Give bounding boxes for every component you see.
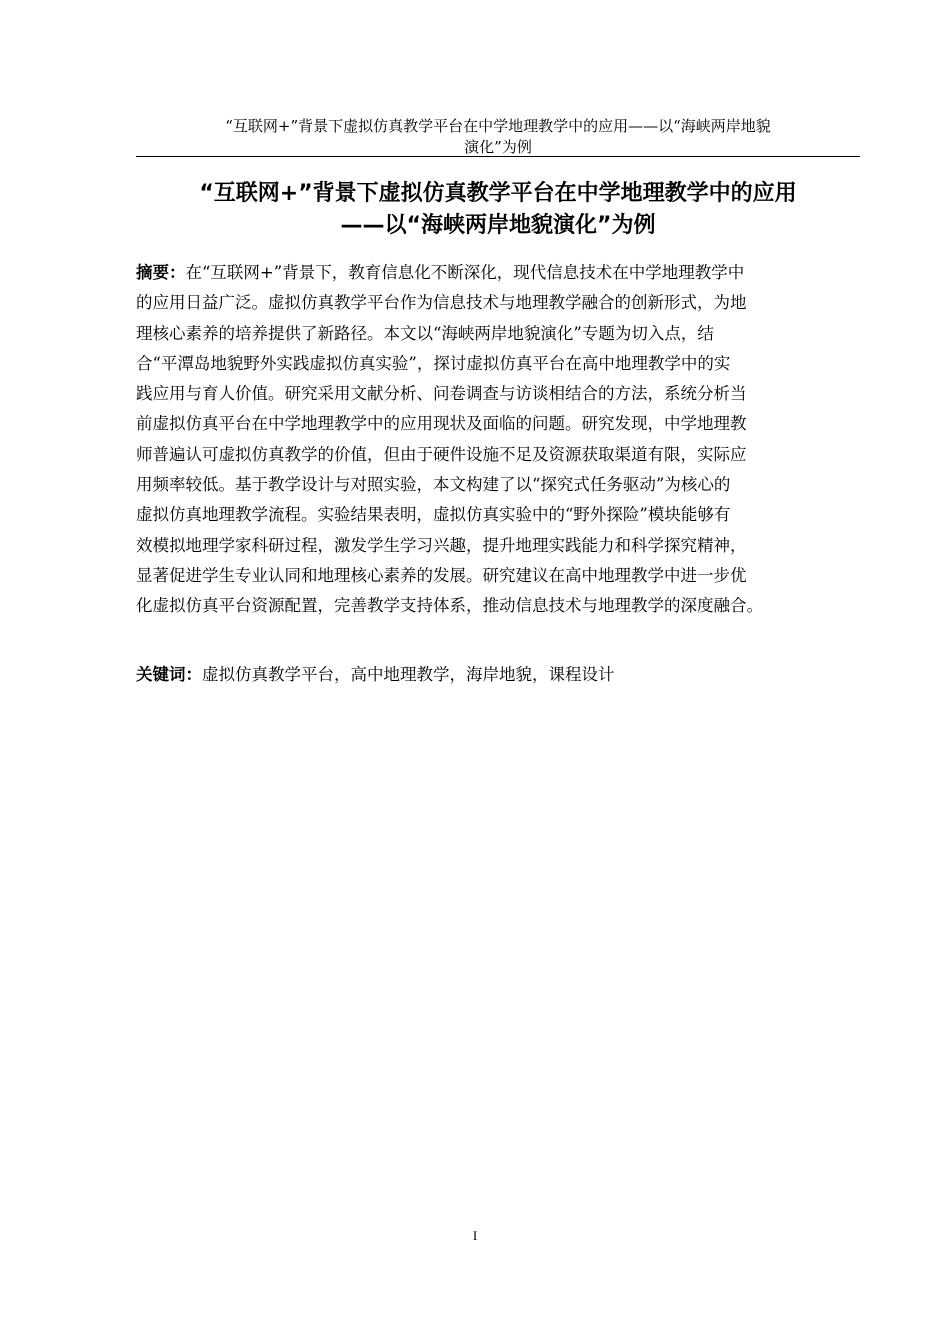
- abstract-line: 的应用日益广泛。虚拟仿真教学平台作为信息技术与地理教学融合的创新形式，为地: [136, 293, 747, 313]
- running-header-line-1: “互联网+”背景下虚拟仿真教学平台在中学地理教学中的应用——以“海峡两岸地貌: [225, 117, 771, 135]
- paper-title: [136, 178, 860, 242]
- abstract-line: 师普遍认可虚拟仿真教学的价值，但由于硬件设施不足及资源获取渠道有限，实际应: [136, 444, 747, 464]
- page-number: I: [472, 1228, 478, 1243]
- abstract-label: 摘要：: [136, 263, 186, 282]
- abstract-line: 前虚拟仿真平台在中学地理教学中的应用现状及面临的问题。研究发现，中学地理教: [136, 414, 747, 434]
- abstract-line: 合“平潭岛地貌野外实践虚拟仿真实验”，探讨虚拟仿真平台在高中地理教学中的实: [136, 353, 731, 373]
- abstract-line: 显著促进学生专业认同和地理核心素养的发展。研究建议在高中地理教学中进一步优: [136, 565, 747, 585]
- abstract-line: 效模拟地理学家科研过程，激发学生学习兴趣，提升地理实践能力和科学探究精神，: [136, 535, 747, 555]
- paper-title-line-1: “互联网+”背景下虚拟仿真教学平台在中学地理教学中的应用: [199, 181, 797, 206]
- keywords-text: 虚拟仿真教学平台，高中地理教学，海岸地貌，课程设计: [202, 665, 615, 684]
- abstract-text: 在“互联网+”背景下，教育信息化不断深化，现代信息技术在中学地理教学中: [185, 263, 745, 282]
- running-header: [136, 116, 860, 158]
- abstract-line: 化虚拟仿真平台资源配置，完善教学支持体系，推动信息技术与地理教学的深度融合。: [136, 596, 763, 616]
- paper-title-line-2: ——以“海峡两岸地貌演化”为例: [340, 213, 656, 238]
- abstract-line: 理核心素养的培养提供了新路径。本文以“海峡两岸地貌演化”专题为切入点，结: [136, 323, 714, 343]
- abstract-line: 践应用与育人价值。研究采用文献分析、问卷调查与访谈相结合的方法，系统分析当: [136, 384, 747, 404]
- keywords-label: 关键词：: [136, 665, 202, 684]
- abstract-line: 虚拟仿真地理教学流程。实验结果表明，虚拟仿真实验中的“野外探险”模块能够有: [136, 505, 731, 525]
- abstract-line-1: [136, 258, 860, 288]
- abstract: [136, 258, 860, 622]
- keywords: [136, 660, 860, 690]
- header-divider: [136, 156, 860, 157]
- abstract-line: 用频率较低。基于教学设计与对照实验，本文构建了以“探究式任务驱动”为核心的: [136, 475, 731, 495]
- running-header-line-2: 演化”为例: [464, 138, 532, 156]
